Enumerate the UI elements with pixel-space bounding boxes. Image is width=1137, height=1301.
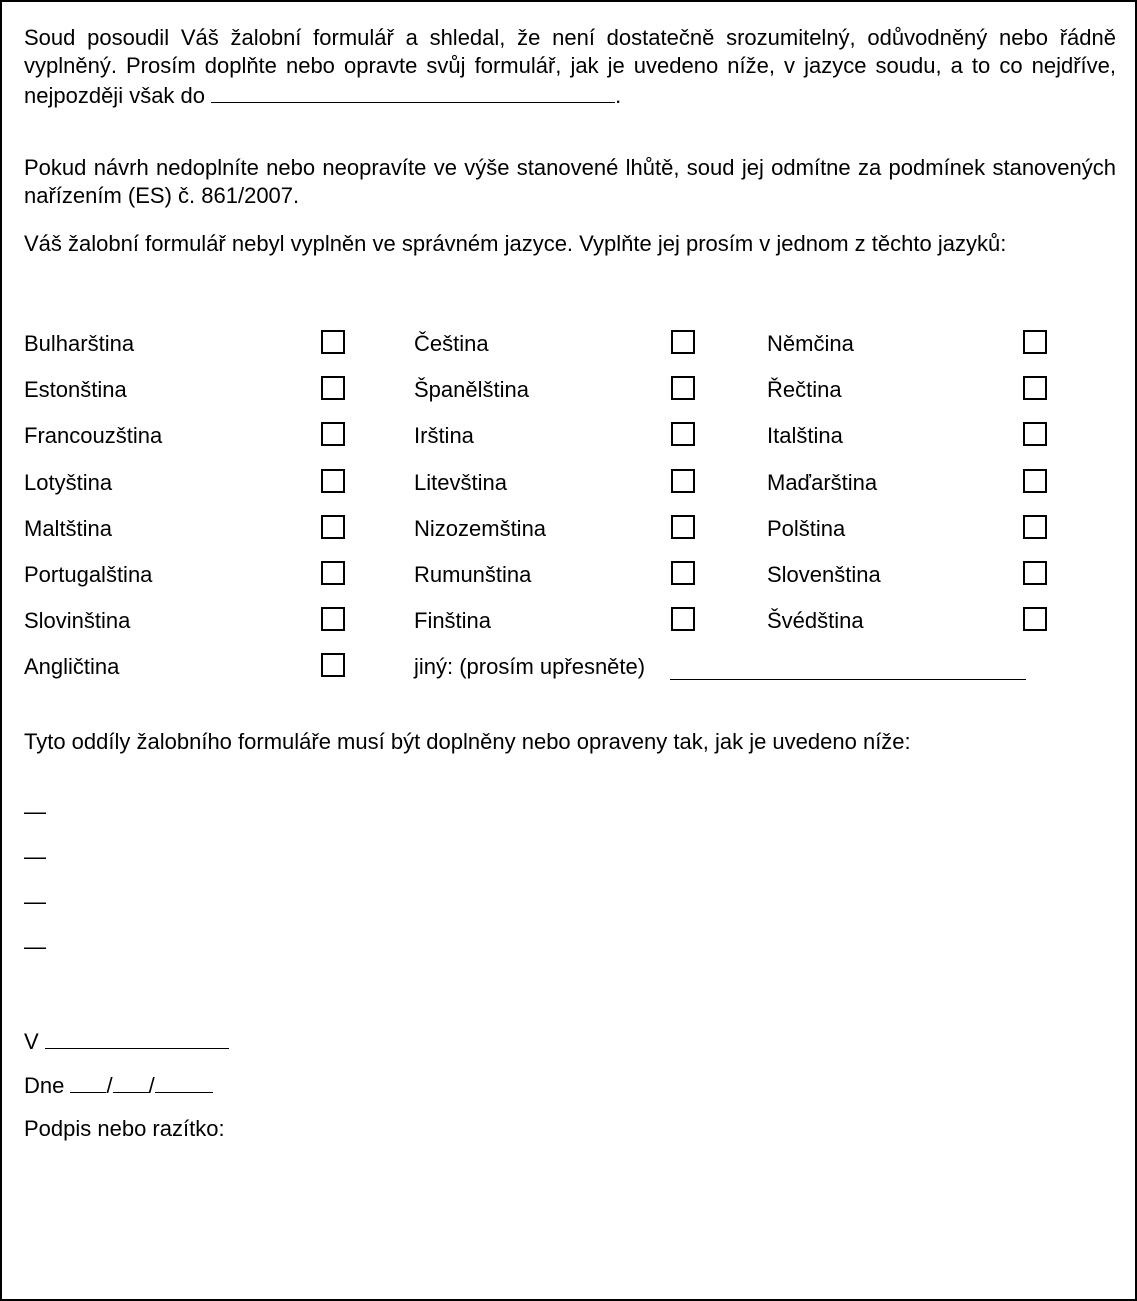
language-row (2, 422, 1137, 462)
language-label: Angličtina (24, 654, 120, 679)
language-label: Polština (767, 516, 846, 541)
language-label: Němčina (767, 331, 854, 356)
language-label: Irština (414, 423, 474, 448)
checkbox-latvian[interactable] (321, 469, 345, 493)
language-label: Italština (767, 423, 843, 448)
date-day-field[interactable] (70, 1070, 106, 1093)
language-notice: Váš žalobní formulář nebyl vyplněn ve správném jazyce. Vyplňte jej prosím v jednom z těchto jazyků: (24, 231, 1007, 256)
deadline-field[interactable] (211, 80, 615, 103)
language-label: Estonština (24, 377, 127, 402)
checkbox-italian[interactable] (1023, 422, 1047, 446)
language-label: Francouzština (24, 423, 163, 448)
place-line (24, 1026, 229, 1056)
language-label: Čeština (414, 331, 489, 356)
checkbox-spanish[interactable] (671, 376, 695, 400)
language-row (2, 607, 1137, 647)
signature-label: Podpis nebo razítko: (24, 1116, 225, 1141)
date-line (24, 1070, 213, 1100)
language-row (2, 515, 1137, 555)
checkbox-french[interactable] (321, 422, 345, 446)
section-item-dash: — (24, 889, 46, 914)
checkbox-bulgarian[interactable] (321, 330, 345, 354)
section-item-dash: — (24, 934, 46, 959)
language-label: Nizozemština (414, 516, 547, 541)
other-language-label: jiný: (prosím upřesněte) (414, 654, 646, 679)
language-row (2, 561, 1137, 601)
language-label: Rumunština (414, 562, 532, 587)
language-row (2, 376, 1137, 416)
language-label: Slovinština (24, 608, 131, 633)
place-label: V (24, 1029, 39, 1054)
checkbox-finnish[interactable] (671, 607, 695, 631)
checkbox-estonian[interactable] (321, 376, 345, 400)
checkbox-portuguese[interactable] (321, 561, 345, 585)
checkbox-greek[interactable] (1023, 376, 1047, 400)
language-row (2, 469, 1137, 509)
checkbox-german[interactable] (1023, 330, 1047, 354)
sections-notice: Tyto oddíly žalobního formuláře musí být doplněny nebo opraveny tak, jak je uvedeno níže: (24, 729, 911, 754)
language-row (2, 330, 1137, 370)
language-label: Maltština (24, 516, 113, 541)
checkbox-romanian[interactable] (671, 561, 695, 585)
place-field[interactable] (45, 1026, 229, 1049)
language-label: Španělština (414, 377, 529, 402)
language-label: Švédština (767, 608, 864, 633)
warning-paragraph: Pokud návrh nedoplníte nebo neopravíte ve výše stanovené lhůtě, soud jej odmítne za podmínek stanovených nařízením (ES) č. 861/2007. (24, 155, 1116, 208)
checkbox-czech[interactable] (671, 330, 695, 354)
section-item-dash: — (24, 799, 46, 824)
language-label: Slovenština (767, 562, 881, 587)
checkbox-slovak[interactable] (1023, 561, 1047, 585)
checkbox-irish[interactable] (671, 422, 695, 446)
checkbox-dutch[interactable] (671, 515, 695, 539)
language-label: Maďarština (767, 470, 878, 495)
language-label: Bulharština (24, 331, 135, 356)
intro-text: Soud posoudil Váš žalobní formulář a shledal, že není dostatečně srozumitelný, odůvodněný nebo řádně vyplněný. Prosím doplňte nebo opravte svůj formulář, jak je uvedeno níže, v jazyce soudu, a to co nejdříve, nejpozději však do (24, 25, 1116, 108)
date-separator: / (148, 1073, 155, 1098)
date-month-field[interactable] (113, 1070, 149, 1093)
intro-paragraph (24, 24, 1116, 110)
date-year-field[interactable] (155, 1070, 213, 1093)
section-item-dash: — (24, 844, 46, 869)
intro-end-punct: . (615, 83, 622, 108)
language-label: Řečtina (767, 377, 842, 402)
date-label: Dne (24, 1073, 65, 1098)
language-row-last (2, 653, 1137, 693)
checkbox-lithuanian[interactable] (671, 469, 695, 493)
language-label: Portugalština (24, 562, 153, 587)
checkbox-hungarian[interactable] (1023, 469, 1047, 493)
checkbox-slovenian[interactable] (321, 607, 345, 631)
language-label: Litevština (414, 470, 507, 495)
checkbox-polish[interactable] (1023, 515, 1047, 539)
checkbox-maltese[interactable] (321, 515, 345, 539)
language-label: Finština (414, 608, 492, 633)
checkbox-english[interactable] (321, 653, 345, 677)
date-separator: / (106, 1073, 113, 1098)
language-label: Lotyština (24, 470, 113, 495)
checkbox-swedish[interactable] (1023, 607, 1047, 631)
other-language-field[interactable] (670, 679, 1026, 680)
